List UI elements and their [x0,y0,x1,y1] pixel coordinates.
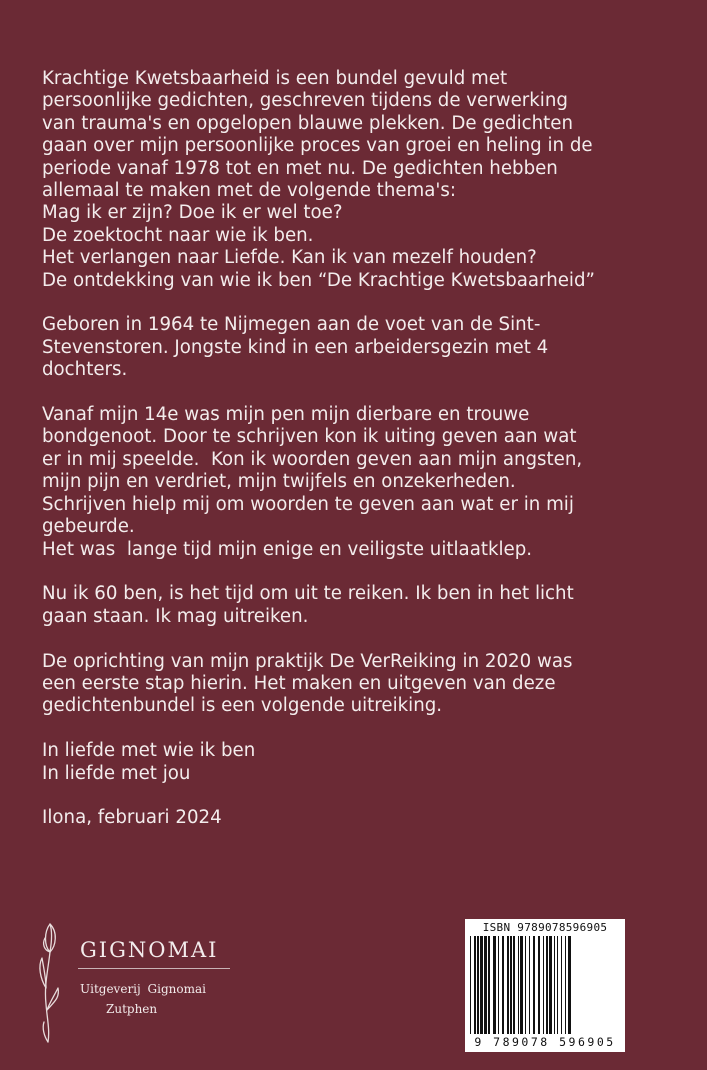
paragraph-intro [42,68,682,292]
barcode-bar [498,936,499,1034]
barcode-bar [525,936,526,1034]
barcode-bar [554,936,555,1034]
paragraph-love [42,740,682,785]
text-line: Het verlangen naar Liefde. Kan ik van mezelf houden? [42,247,537,269]
text-line: er in mij speelde. Kon ik woorden geven aan mijn angsten, [42,448,583,470]
text-line: van trauma's en opgelopen blauwe plekken. De gedichten [42,112,574,134]
paragraph-signature [42,807,682,829]
paragraph-writing [42,404,682,561]
text-line: In liefde met jou [42,762,191,784]
paragraph-born [42,314,682,381]
text-line: In liefde met wie ik ben [42,740,256,762]
barcode-bar [493,936,496,1034]
publisher-line-1: Uitgeverij Gignomai [80,982,206,996]
back-cover-blurb [42,68,682,852]
publisher-name: GIGNOMAI [80,938,219,962]
barcode-bar [488,936,490,1034]
publisher-divider [78,968,230,969]
text-line: De zoektocht naar wie ik ben. [42,224,314,246]
barcode-bar [518,936,519,1034]
text-line: allemaal te maken met de volgende thema's: [42,180,456,202]
barcode-bar [557,936,558,1034]
barcode-bar [565,936,566,1034]
text-line: periode vanaf 1978 tot en met nu. De gedichten hebben [42,157,558,179]
barcode-bar [507,936,509,1034]
barcode-bar [477,936,479,1034]
text-line: Stevenstoren. Jongste kind in een arbeidersgezin met 4 [42,336,549,358]
isbn-digits: 9 789078 596905 [474,1035,616,1049]
barcode-bar [480,936,483,1034]
barcode-bar [484,936,487,1034]
text-line: mijn pijn en verdriet, mijn twijfels en onzekerheden. [42,471,516,493]
text-line: gebeurde. [42,516,135,538]
barcode-bar [549,936,552,1034]
barcode-bar [474,936,476,1034]
barcode-bar [529,936,530,1034]
text-line: Mag ik er zijn? Doe ik er wel toe? [42,202,343,224]
tulip-icon [36,918,72,1048]
publisher-logo [36,918,236,1048]
text-line: Geboren in 1964 te Nijmegen aan de voet van de Sint- [42,314,541,336]
text-line: Nu ik 60 ben, is het tijd om uit te reiken. Ik ben in het licht [42,583,574,605]
barcode-bar [546,936,548,1034]
barcode-bar [510,936,512,1034]
text-line: Het was lange tijd mijn enige en veiligste uitlaatklep. [42,538,533,560]
text-line: gaan over mijn persoonlijke proces van groei en heling in de [42,135,593,157]
text-line: De ontdekking van wie ik ben “De Krachtige Kwetsbaarheid” [42,269,595,291]
paragraph-practice [42,651,682,718]
text-line: Krachtige Kwetsbaarheid is een bundel gevuld met [42,68,508,89]
paragraph-sixty [42,583,682,628]
barcode-bar [543,936,544,1034]
text-line: Vanaf mijn 14e was mijn pen mijn dierbare en trouwe [42,404,530,426]
isbn-label: ISBN 9789078596905 [482,921,608,934]
barcode-bar [538,936,540,1034]
barcode-bar [533,936,535,1034]
text-line: Ilona, februari 2024 [42,807,222,829]
isbn-barcode [465,919,625,1052]
barcode-bars [468,936,622,1034]
text-line: bondgenoot. Door te schrijven kon ik uiting geven aan wat [42,426,577,448]
publisher-line-2: Zutphen [106,1002,158,1016]
barcode-bar [470,936,471,1034]
text-line: een eerste stap hierin. Het maken en uitgeven van deze [42,672,556,694]
text-line: Schrijven hielp mij om woorden te geven aan wat er in mij [42,493,574,515]
barcode-bar [568,936,571,1034]
barcode-bar [561,936,562,1034]
text-line: De oprichting van mijn praktijk De VerReiking in 2020 was [42,650,573,672]
text-line: gaan staan. Ik mag uitreiken. [42,605,309,627]
text-line: gedichtenbundel is een volgende uitreiking. [42,695,443,717]
barcode-bar [520,936,523,1034]
text-line: dochters. [42,359,128,381]
barcode-bar [513,936,515,1034]
text-line: persoonlijke gedichten, geschreven tijdens de verwerking [42,90,568,112]
barcode-bar [502,936,504,1034]
